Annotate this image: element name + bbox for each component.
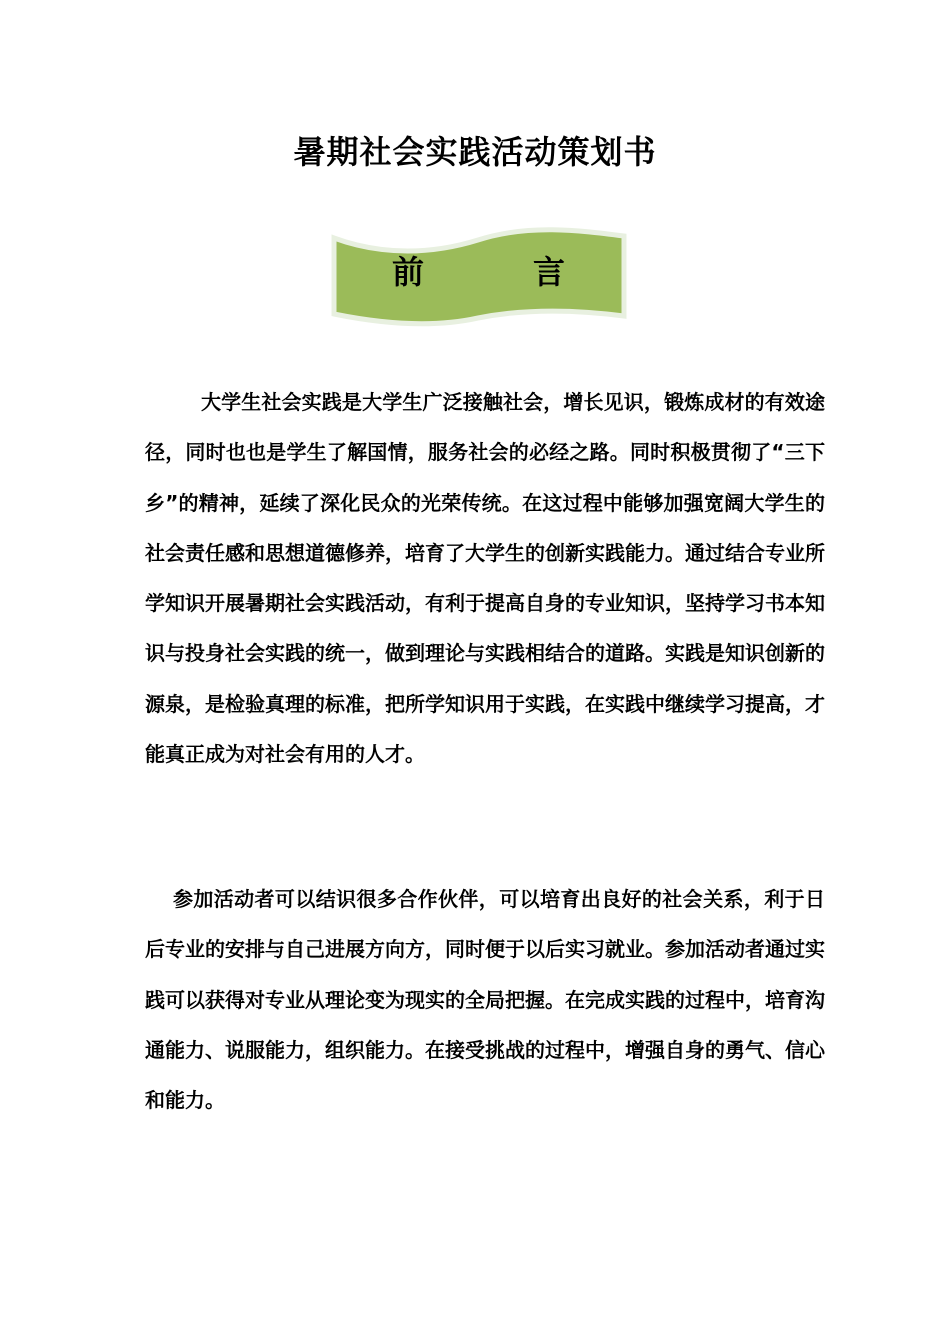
body-paragraph-1: 大学生社会实践是大学生广泛接触社会，增长见识，锻炼成材的有效途径，同时也也是学生了解国情，服务社会的必经之路。同时积极贯彻了“三下乡”的精神，延续了深化民众的光荣传统。在这过程中能够加强宽阔大学生的社会责任感和思想道德修养，培育了大学生的创新实践能力。通过结合专业所学知识开展暑期社会实践活动，有利于提高自身的专业知识，坚持学习书本知识与投身社会实践的统一，做到理论与实践相结合的道路。实践是知识创新的源泉，是检验真理的标准，把所学知识用于实践，在实践中继续学习提高，才能真正成为对社会有用的人才。 xyxy=(145,390,825,767)
wave-banner-shape xyxy=(328,226,630,328)
document-title: 暑期社会实践活动策划书 xyxy=(293,133,657,171)
banner-left-char: 前 xyxy=(392,253,425,291)
body-paragraph-2: 参加活动者可以结识很多合作伙伴，可以培育出良好的社会关系，利于日后专业的安排与自己进展方向方，同时便于以后实习就业。参加活动者通过实践可以获得对专业从理论变为现实的全局把握。在完成实践的过程中，培育沟通能力、说服能力，组织能力。在接受挑战的过程中，增强自身的勇气、信心和能力。 xyxy=(145,887,825,1113)
banner-right-char: 言 xyxy=(533,253,566,291)
section-banner xyxy=(328,226,630,328)
